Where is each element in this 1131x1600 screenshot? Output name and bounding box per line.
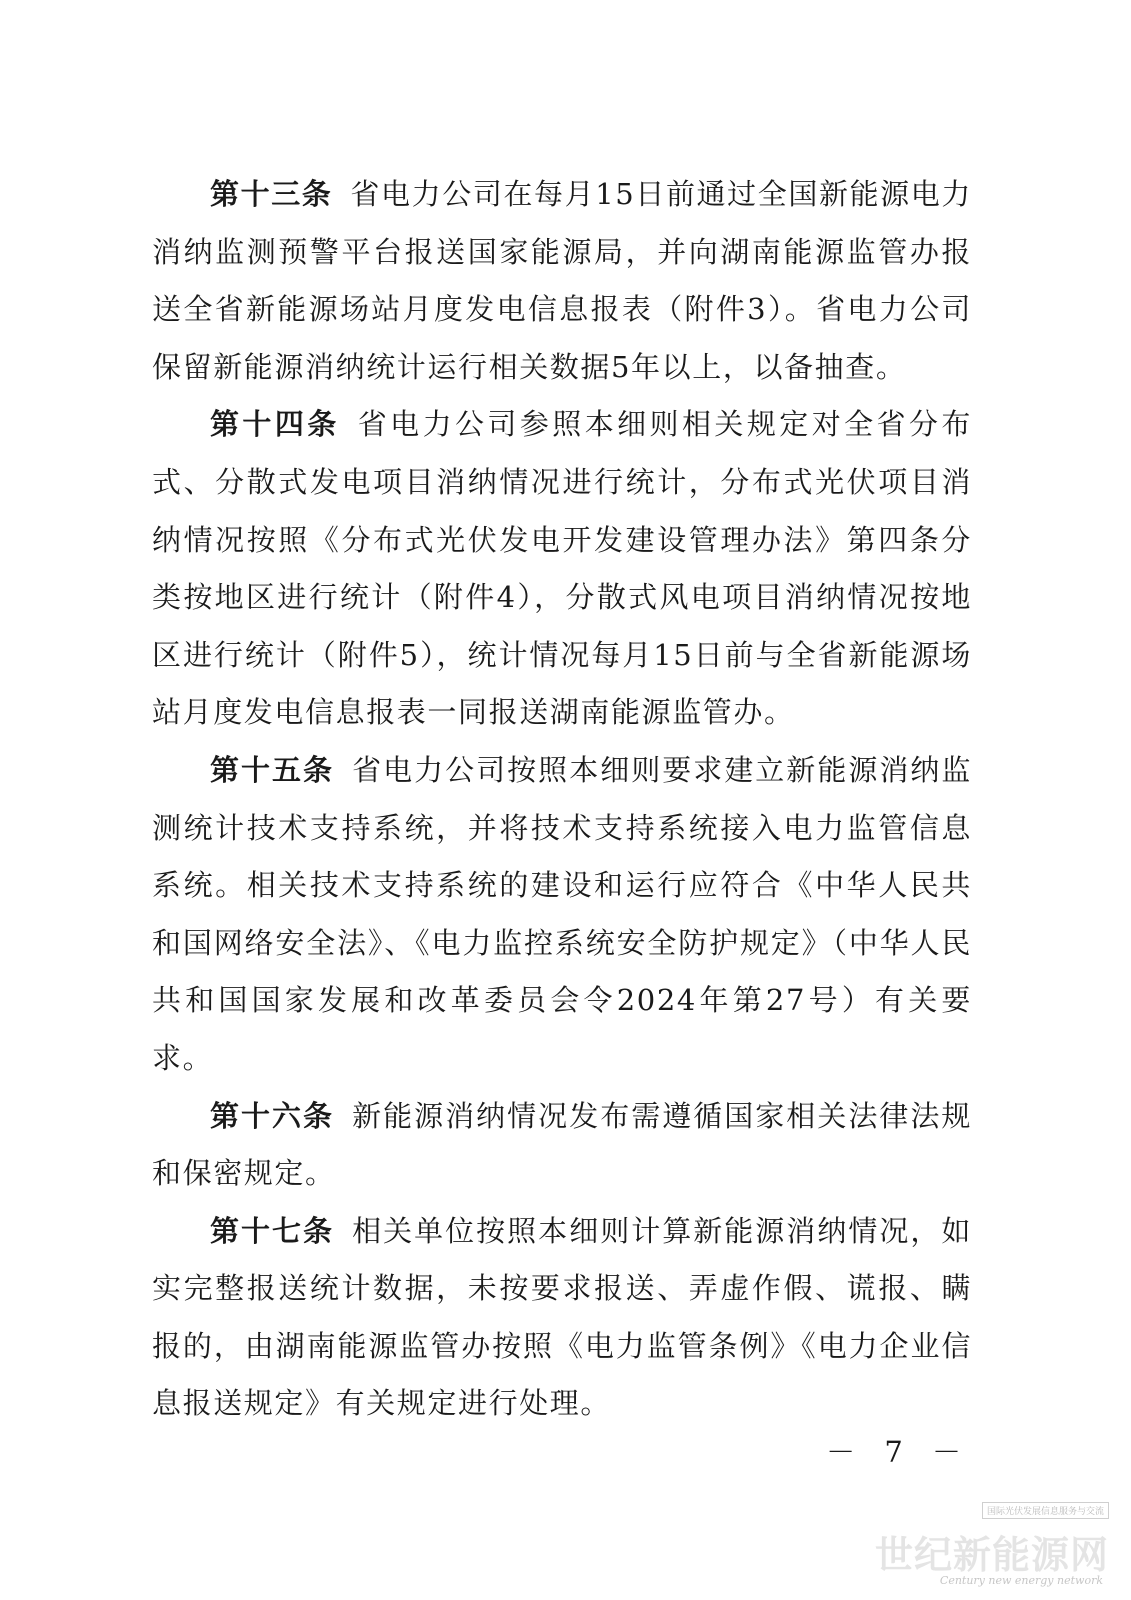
article-number: 第十四条 [210,407,340,442]
article-number: 第十七条 [210,1213,335,1248]
article-number: 第十五条 [210,752,335,787]
watermark-logo [874,1502,1113,1592]
watermark-tagline: 国际光伏发展信息服务与交流 [982,1502,1109,1519]
article-text: 省电力公司在每月15日前通过全国新能源电力消纳监测预警平台报送国家能源局，并向湖南能源监管办报送全省新能源场站月度发电信息报表（附件3）。省电力公司保留新能源消纳统计运行相关数据5年以上，以备抽查。 [152,177,972,384]
article-13 [152,166,972,396]
article-number: 第十六条 [210,1098,335,1133]
article-text: 相关单位按照本细则计算新能源消纳情况，如实完整报送统计数据，未按要求报送、弄虚作假、谎报、瞒报的，由湖南能源监管办按照《电力监管条例》《电力企业信息报送规定》有关规定进行处理。 [152,1213,972,1421]
article-17 [152,1203,972,1433]
article-text: 新能源消纳情况发布需遵循国家相关法律法规和保密规定。 [152,1098,972,1191]
article-text: 省电力公司按照本细则要求建立新能源消纳监测统计技术支持系统，并将技术支持系统接入电力监管信息系统。相关技术支持系统的建设和运行应符合《中华人民共和国网络安全法》、《电力监控系统安全防护规定》（中华人民共和国国家发展和改革委员会令2024年第27号）有关要求。 [152,752,972,1075]
document-body [152,166,972,1433]
article-15 [152,742,972,1088]
article-14 [152,396,972,742]
article-number: 第十三条 [210,177,333,211]
article-text: 省电力公司参照本细则相关规定对全省分布式、分散式发电项目消纳情况进行统计，分布式光伏项目消纳情况按照《分布式光伏发电开发建设管理办法》第四条分类按地区进行统计（附件4），分散式风电项目消纳情况按地区进行统计（附件5），统计情况每月15日前与全省新能源场站月度发电信息报表一同报送湖南能源监管办。 [152,407,973,730]
watermark-english: Century new energy network [939,1574,1103,1587]
watermark-logo-text: 世纪新能源网 [874,1532,1109,1577]
page-number: － 7 － [826,1435,971,1469]
article-16 [152,1088,972,1203]
